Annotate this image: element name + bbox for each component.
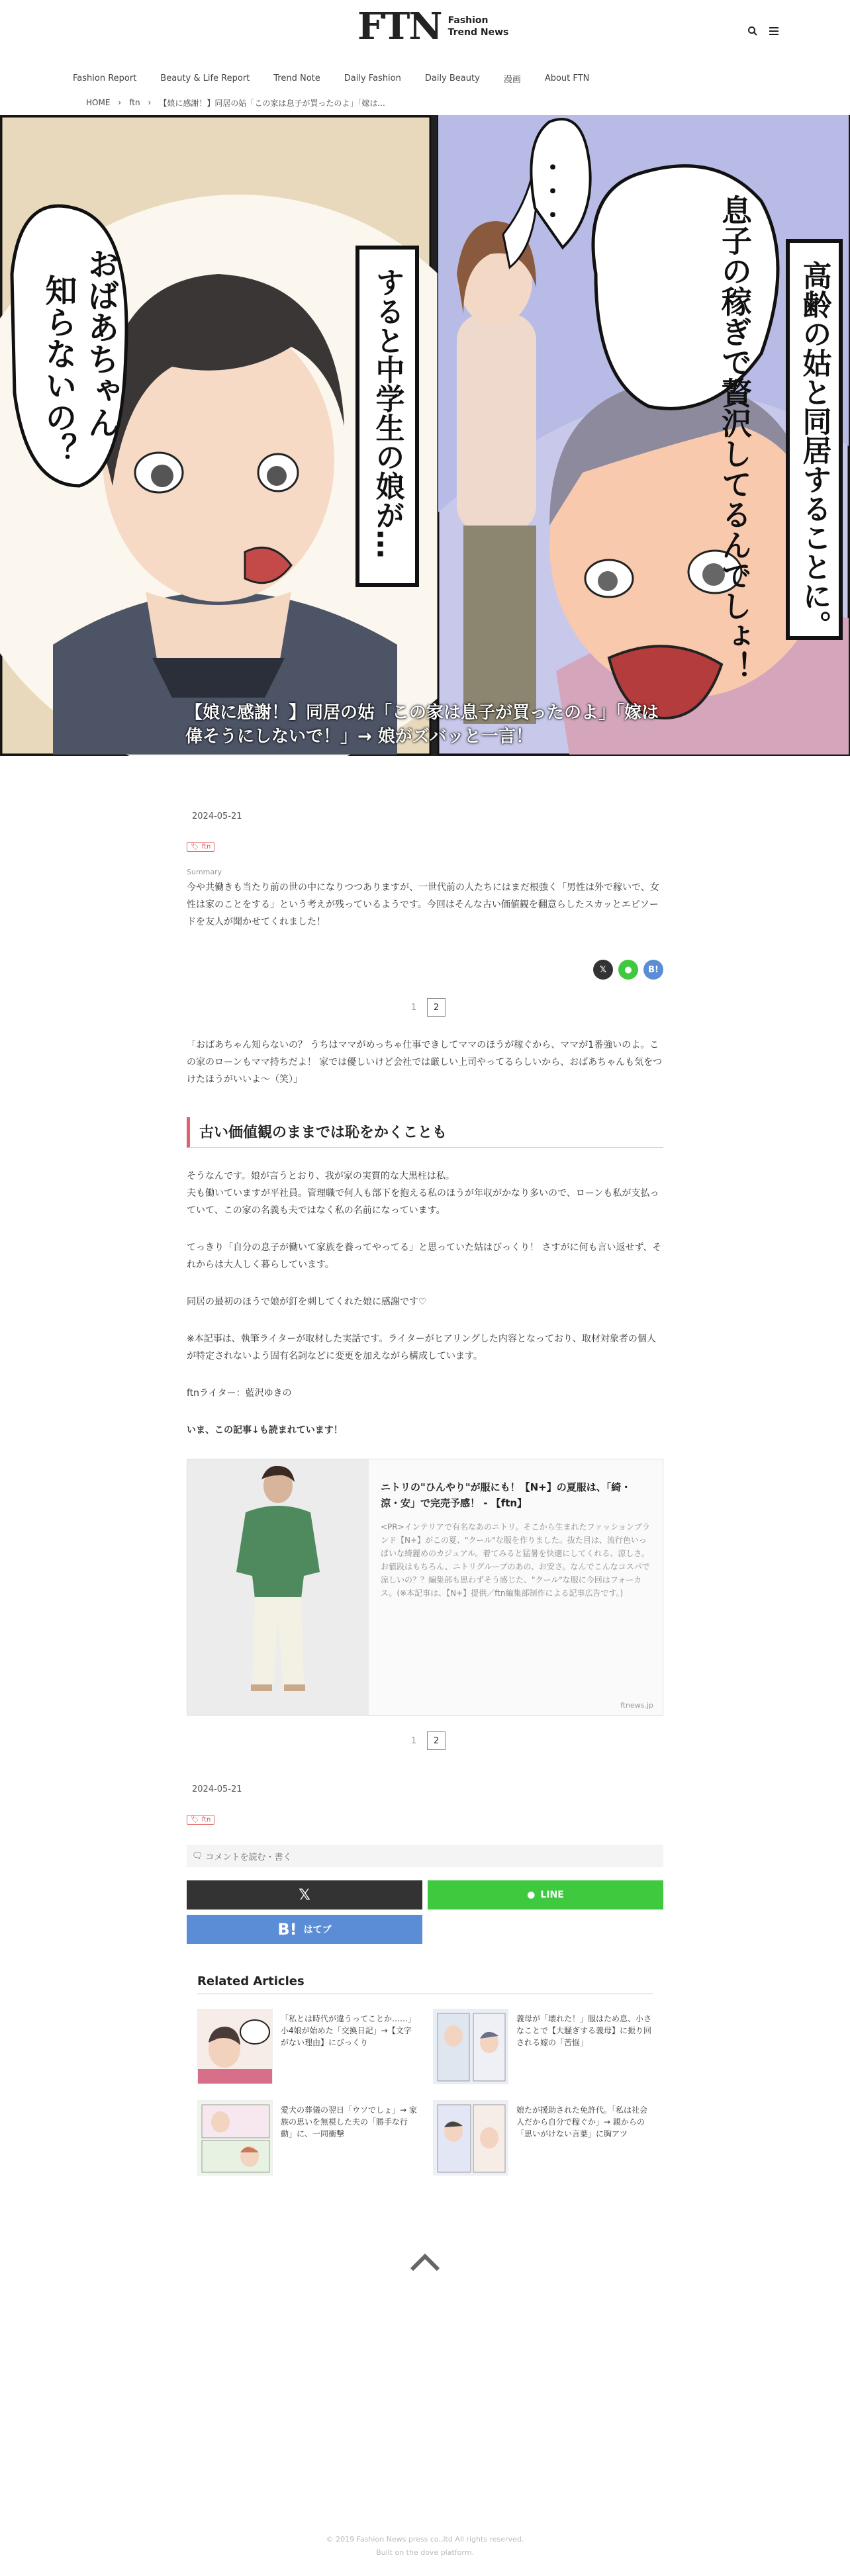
- share-icons: [187, 960, 663, 980]
- share-line-icon[interactable]: ●: [618, 960, 638, 980]
- narration-left: すると中学生の娘が…: [370, 267, 404, 559]
- platform-credit: Built on the dove platform.: [376, 2548, 474, 2557]
- search-icon[interactable]: [744, 23, 761, 40]
- page-1[interactable]: 1: [410, 1735, 417, 1746]
- card-description: <PR>インテリアで有名なあのニトリ。そこから生まれたファッションブランド【N+】がこの夏、"クール"な服を作りました。抜た目は、流行色いっぱいな綺麗めのカジュアル。着てみると猛暑を快適にしてくれる、涼しさ。お値段はもちろん、ニトリグループのあの、お安さ。なんでこんなコスパで涼しいの？？編集部も思わずそう感じた、"クール"な服に今回はフォーカス。(※本記事は、【N+】提供／ftn編集部制作による記事広告です。): [381, 1522, 650, 1598]
- logo-mark: FTN: [357, 5, 442, 48]
- breadcrumb-separator: ›: [148, 98, 152, 107]
- related-text: 「私とは時代が違うってことか……」小4娘が始めた「交換日記」→【文字がない理由】にびっくり: [281, 2014, 416, 2047]
- related-item[interactable]: [433, 2100, 653, 2176]
- article: [187, 811, 663, 2272]
- page-2[interactable]: 2: [427, 1731, 446, 1750]
- share-line-button[interactable]: [428, 1880, 663, 1909]
- article-tag[interactable]: [187, 842, 214, 852]
- nav-trend-note[interactable]: Trend Note: [273, 73, 320, 83]
- page-2[interactable]: 2: [427, 998, 446, 1017]
- nav-beauty-life-report[interactable]: Beauty & Life Report: [160, 73, 250, 83]
- writer-credit: ftnライター：藍沢ゆきの: [187, 1388, 292, 1399]
- card-body: [369, 1459, 663, 1715]
- share-buttons-row2: [187, 1915, 663, 1944]
- section-heading: 古い価値観のままでは恥をかくことも: [187, 1117, 663, 1148]
- site-footer: [0, 2533, 850, 2559]
- related-text: 義母が「壊れた！」服はため息、小さなことで【大騒ぎする義母】に振り回される嫁の「苦悩」: [516, 2014, 652, 2047]
- article-paragraph: てっきり「自分の息子が働いて家族を養ってやってる」と思っていた姑はびっくり！ さすがに何も言い返せず、それからは大人しく暮らしています。: [187, 1242, 662, 1270]
- breadcrumb-category[interactable]: ftn: [129, 98, 140, 107]
- article-date: 2024-05-21: [192, 811, 242, 821]
- card-title: ニトリの"ひんやり"が服にも！【N+】の夏服は、「綺・涼・安」で完売予感！ - 【ftn】: [381, 1481, 632, 1509]
- share-x-icon[interactable]: 𝕏: [593, 960, 613, 980]
- tag-label: ftn: [201, 843, 211, 851]
- recommended-card[interactable]: [187, 1459, 663, 1716]
- related-item[interactable]: [197, 2100, 417, 2176]
- nav-daily-beauty[interactable]: Daily Beauty: [424, 73, 480, 83]
- related-text: 愛犬の葬儀の翌日「ウソでしょ」→ 家族の思いを無視した夫の「勝手な行動」に、一同衝撃: [281, 2105, 417, 2139]
- copyright: © 2019 Fashion News press co.,ltd All rights reserved.: [326, 2535, 524, 2544]
- nav-about-ftn[interactable]: About FTN: [544, 73, 590, 83]
- related-articles: [187, 1974, 663, 2176]
- logo-line-1: Fashion: [448, 15, 489, 26]
- article-tag-bottom[interactable]: [187, 1815, 214, 1825]
- chevron-up-icon: [409, 2252, 441, 2272]
- site-logo[interactable]: [357, 7, 508, 46]
- logo-line-2: Trend News: [448, 27, 509, 38]
- share-hatena-label: はてブ: [303, 1925, 332, 1935]
- share-x-button[interactable]: 𝕏: [187, 1880, 422, 1909]
- share-line-label: LINE: [540, 1890, 564, 1900]
- breadcrumb-home[interactable]: HOME: [86, 98, 111, 107]
- share-buttons: [187, 1880, 663, 1909]
- bubble-dots: ・・・: [537, 155, 565, 226]
- nav-daily-fashion[interactable]: Daily Fashion: [344, 73, 401, 83]
- comment-link[interactable]: [187, 1845, 663, 1867]
- article-disclaimer: ※本記事は、執筆ライターが取材した実話です。ライターがヒアリングした内容となっており、取材対象者の個人が特定されないよう固有名詞などに変更を加えながら構成しています。: [187, 1334, 656, 1361]
- page-1[interactable]: 1: [410, 1002, 417, 1013]
- hero-caption: 【娘に感謝！】同居の姑「この家は息子が買ったのよ」「嫁は偉そうにしないで！」→ 娘がズバッと一言！: [185, 703, 659, 747]
- site-header: [0, 0, 850, 64]
- related-thumbnail: [197, 2100, 273, 2176]
- tag-label: ftn: [201, 1816, 211, 1823]
- nav-manga[interactable]: 漫画: [503, 74, 521, 85]
- back-to-top[interactable]: [187, 2252, 663, 2272]
- share-hatena-button[interactable]: [187, 1915, 422, 1944]
- related-thumbnail: [433, 2009, 508, 2084]
- bubble-left-line1: おばあちゃん: [82, 248, 119, 438]
- narration-right: 高齢の姑と同居することに。: [797, 261, 831, 639]
- nav-fashion-report[interactable]: Fashion Report: [73, 73, 137, 83]
- logo-text: [448, 15, 509, 38]
- share-hatena-icon[interactable]: B!: [643, 960, 663, 980]
- comment-label: コメントを読む・書く: [205, 1852, 292, 1863]
- pagination-bottom: [187, 1731, 663, 1750]
- reading-now-label: いま、この記事↓も読まれています！: [187, 1425, 343, 1436]
- summary-label: Summary: [187, 868, 222, 876]
- comment-icon: 🗨: [192, 1851, 203, 1861]
- related-thumbnail: [197, 2009, 273, 2084]
- card-source: ftnews.jp: [620, 1701, 653, 1710]
- breadcrumb-separator: ›: [118, 98, 122, 107]
- article-date-bottom: 2024-05-21: [192, 1784, 242, 1794]
- related-text: 娘たが援助された免許代。「私は社会人だから自分で稼ぐか」→ 親からの「思いがけない言葉」に胸アツ: [516, 2105, 648, 2139]
- hero-image: [0, 115, 850, 756]
- bubble-right: 息子の稼ぎで贅沢してるんでしょ！: [717, 195, 753, 682]
- breadcrumb: [0, 93, 850, 113]
- manga-illustration: [0, 115, 850, 756]
- main-nav: [0, 64, 850, 93]
- tag-icon: 🏷: [191, 843, 199, 851]
- bubble-left-line2: 知らないの？: [40, 274, 77, 465]
- article-summary: 今や共働きも当たり前の世の中になりつつありますが、一世代前の人たちにはまだ根強く「男性は外で稼いで、女性は家のことをする」という考えが残っているようです。今回はそんな古い価値観を翻意らしたスカッとエピソードを友人が聞かせてくれました！: [187, 882, 659, 927]
- breadcrumb-current: 【娘に感謝！】同居の姑「この家は息子が買ったのよ」「嫁は...: [159, 98, 385, 108]
- pagination: [187, 998, 663, 1017]
- hatena-icon: B!: [277, 1920, 297, 1939]
- related-title: Related Articles: [197, 1974, 653, 1994]
- line-icon: ●: [527, 1890, 536, 1900]
- article-paragraph: 「おばあちゃん知らないの？ うちはママがめっちゃ仕事できしてママのほうが稼ぐから、ママが1番強いのよ。この家のローンもママ持ちだよ！ 家では優しいけど会社では厳しい上司やってるらしいから、おばあちゃんも気をつけたほうがいいよ〜（笑）」: [187, 1040, 663, 1085]
- related-thumbnail: [433, 2100, 508, 2176]
- menu-icon[interactable]: [765, 23, 782, 40]
- related-item[interactable]: [197, 2009, 417, 2084]
- card-image: [187, 1459, 369, 1715]
- related-item[interactable]: [433, 2009, 653, 2084]
- tag-icon: 🏷: [191, 1816, 199, 1823]
- article-paragraph: 同居の最初のほうで娘が釘を刺してくれた娘に感謝です♡: [187, 1297, 427, 1307]
- article-paragraph: そうなんです。娘が言うとおり、我が家の実質的な大黒柱は私。 夫も働いていますが平社員。管理職で何人も部下を抱える私のほうが年収がかなり多いので、ローンも私が支払っていて、この家の名義も夫ではなく私の名前になっています。: [187, 1171, 659, 1216]
